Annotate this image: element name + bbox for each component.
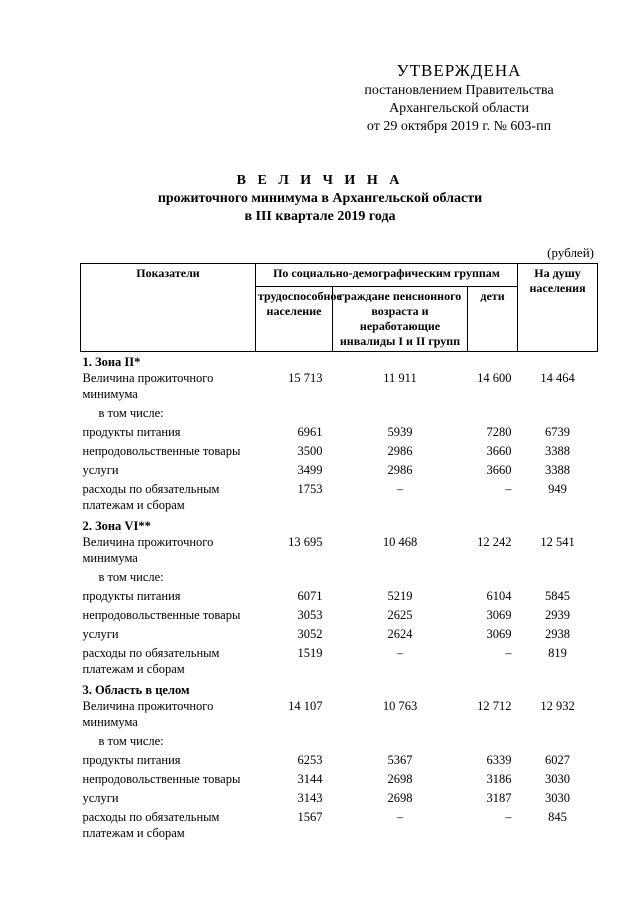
- row-value: [333, 733, 468, 752]
- row-value: 1519: [297, 646, 323, 660]
- approval-line-3: от 29 октября 2019 г. № 603-пп: [366, 119, 552, 134]
- row-value: 6253: [297, 753, 323, 767]
- row-value: 6027: [545, 753, 571, 767]
- row-value: 12 932: [540, 699, 575, 713]
- section-row: [81, 516, 598, 534]
- row-label: непродовольственные товары: [82, 608, 241, 622]
- row-value: 2938: [545, 627, 571, 641]
- row-value: 2698: [387, 772, 413, 786]
- row-value: 10 763: [382, 699, 418, 713]
- row-value: 2986: [387, 444, 413, 458]
- section-row: [81, 352, 598, 371]
- row-value: [256, 733, 333, 752]
- row-value: 3052: [297, 627, 323, 641]
- table-row: [81, 569, 598, 588]
- row-label: продукты питания: [82, 753, 181, 767]
- table-row: [81, 424, 598, 443]
- row-value: 3500: [297, 444, 323, 458]
- row-value: 14 107: [288, 699, 323, 713]
- row-value: 3186: [486, 772, 512, 786]
- row-value: 3143: [297, 791, 323, 805]
- row-label: расходы по обязательным платежам и сборам: [82, 646, 220, 676]
- row-label: услуги: [82, 627, 119, 641]
- row-value: 5219: [387, 589, 413, 603]
- row-value: 12 242: [477, 535, 512, 549]
- section-row: [81, 680, 598, 698]
- approval-line-1: постановлением Правительства: [364, 83, 554, 98]
- row-value: 3030: [545, 791, 571, 805]
- header-pensioners: граждане пенсионного возраста и неработающие инвалиды I и II групп: [333, 287, 468, 352]
- row-value: 845: [548, 810, 567, 824]
- row-value: [468, 733, 518, 752]
- row-value: 7280: [486, 425, 512, 439]
- title-line-1: В Е Л И Ч И Н А: [236, 173, 404, 188]
- row-value: 3069: [486, 627, 512, 641]
- row-value: 3187: [486, 791, 512, 805]
- row-value: 12 712: [477, 699, 512, 713]
- row-value: [468, 569, 518, 588]
- row-label: Величина прожиточного минимума: [82, 535, 214, 565]
- row-value: 1567: [297, 810, 323, 824]
- row-value: 11 911: [383, 371, 417, 385]
- row-value: [518, 569, 598, 588]
- row-value: 3388: [545, 444, 571, 458]
- table-row: [81, 771, 598, 790]
- approval-heading: УТВЕРЖДЕНА: [396, 61, 522, 80]
- header-children: дети: [468, 287, 518, 352]
- row-value: 6339: [486, 753, 512, 767]
- row-value: 3053: [297, 608, 323, 622]
- table-row: [81, 443, 598, 462]
- table-row: [81, 645, 598, 680]
- table-row: [81, 370, 598, 405]
- row-value: 6961: [297, 425, 323, 439]
- table-row: [81, 481, 598, 516]
- row-label: услуги: [82, 791, 119, 805]
- row-label: в том числе:: [98, 734, 164, 748]
- row-value: [256, 569, 333, 588]
- row-value: [256, 405, 333, 424]
- row-value: 3144: [297, 772, 323, 786]
- row-value: 2939: [545, 608, 571, 622]
- header-indicators: Показатели: [81, 264, 256, 352]
- row-value: 3660: [486, 444, 512, 458]
- row-value: [333, 569, 468, 588]
- row-value: [518, 733, 598, 752]
- table-row: [81, 790, 598, 809]
- row-value: 2698: [387, 791, 413, 805]
- row-value: [518, 405, 598, 424]
- table-row: [81, 733, 598, 752]
- row-value: 3660: [486, 463, 512, 477]
- row-label: Величина прожиточного минимума: [82, 699, 214, 729]
- row-value: 13 695: [288, 535, 323, 549]
- table-row: [81, 809, 598, 844]
- row-label: услуги: [82, 463, 119, 477]
- approval-line-2: Архангельской области: [389, 101, 529, 116]
- table-row: [81, 698, 598, 733]
- row-value: –: [396, 646, 404, 660]
- row-value: 819: [548, 646, 567, 660]
- header-working-population: трудоспособное население: [256, 287, 333, 352]
- row-label: расходы по обязательным платежам и сборам: [82, 810, 220, 840]
- table-row: [81, 588, 598, 607]
- title-line-2: прожиточного минимума в Архангельской области: [157, 191, 483, 206]
- row-value: 6104: [486, 589, 512, 603]
- approval-block: [334, 60, 584, 136]
- table-row: [81, 405, 598, 424]
- row-label: расходы по обязательным платежам и сборам: [82, 482, 220, 512]
- table-row: [81, 534, 598, 569]
- row-value: [468, 405, 518, 424]
- header-groups: По социально-демографическим группам: [256, 264, 518, 287]
- row-label: продукты питания: [82, 425, 181, 439]
- row-value: 5845: [545, 589, 571, 603]
- row-value: 2624: [387, 627, 413, 641]
- row-value: –: [505, 646, 512, 660]
- unit-label: (рублей): [547, 245, 594, 260]
- row-value: 14 600: [477, 371, 512, 385]
- row-value: 2986: [387, 463, 413, 477]
- header-per-capita: На душу населения: [518, 264, 598, 352]
- row-value: –: [505, 810, 512, 824]
- table-body: [81, 352, 598, 845]
- section-title: 2. Зона VI**: [82, 519, 151, 533]
- table-row: [81, 752, 598, 771]
- section-title: 1. Зона II*: [82, 355, 141, 369]
- row-value: 3030: [545, 772, 571, 786]
- row-value: –: [396, 482, 404, 496]
- row-value: 3499: [297, 463, 323, 477]
- row-value: –: [505, 482, 512, 496]
- table-row: [81, 626, 598, 645]
- row-value: 14 464: [540, 371, 575, 385]
- row-value: [333, 405, 468, 424]
- row-value: 949: [548, 482, 567, 496]
- table-row: [81, 462, 598, 481]
- row-value: 2625: [387, 608, 413, 622]
- row-value: 12 541: [540, 535, 575, 549]
- row-value: 5367: [387, 753, 413, 767]
- row-label: непродовольственные товары: [82, 772, 241, 786]
- row-label: Величина прожиточного минимума: [82, 371, 214, 401]
- title-line-3: в III квартале 2019 года: [244, 209, 396, 224]
- section-title: 3. Область в целом: [82, 683, 190, 697]
- row-value: 1753: [297, 482, 323, 496]
- row-label: в том числе:: [98, 570, 164, 584]
- row-value: 3069: [486, 608, 512, 622]
- row-value: 3388: [545, 463, 571, 477]
- row-value: 6071: [297, 589, 323, 603]
- row-value: 6739: [545, 425, 571, 439]
- row-label: в том числе:: [98, 406, 164, 420]
- row-label: продукты питания: [82, 589, 181, 603]
- document-title: [0, 172, 640, 226]
- row-value: 5939: [387, 425, 413, 439]
- row-value: 15 713: [288, 371, 323, 385]
- row-value: 10 468: [382, 535, 418, 549]
- row-label: непродовольственные товары: [82, 444, 241, 458]
- row-value: –: [396, 810, 404, 824]
- subsistence-minimum-table: [80, 263, 598, 844]
- table-row: [81, 607, 598, 626]
